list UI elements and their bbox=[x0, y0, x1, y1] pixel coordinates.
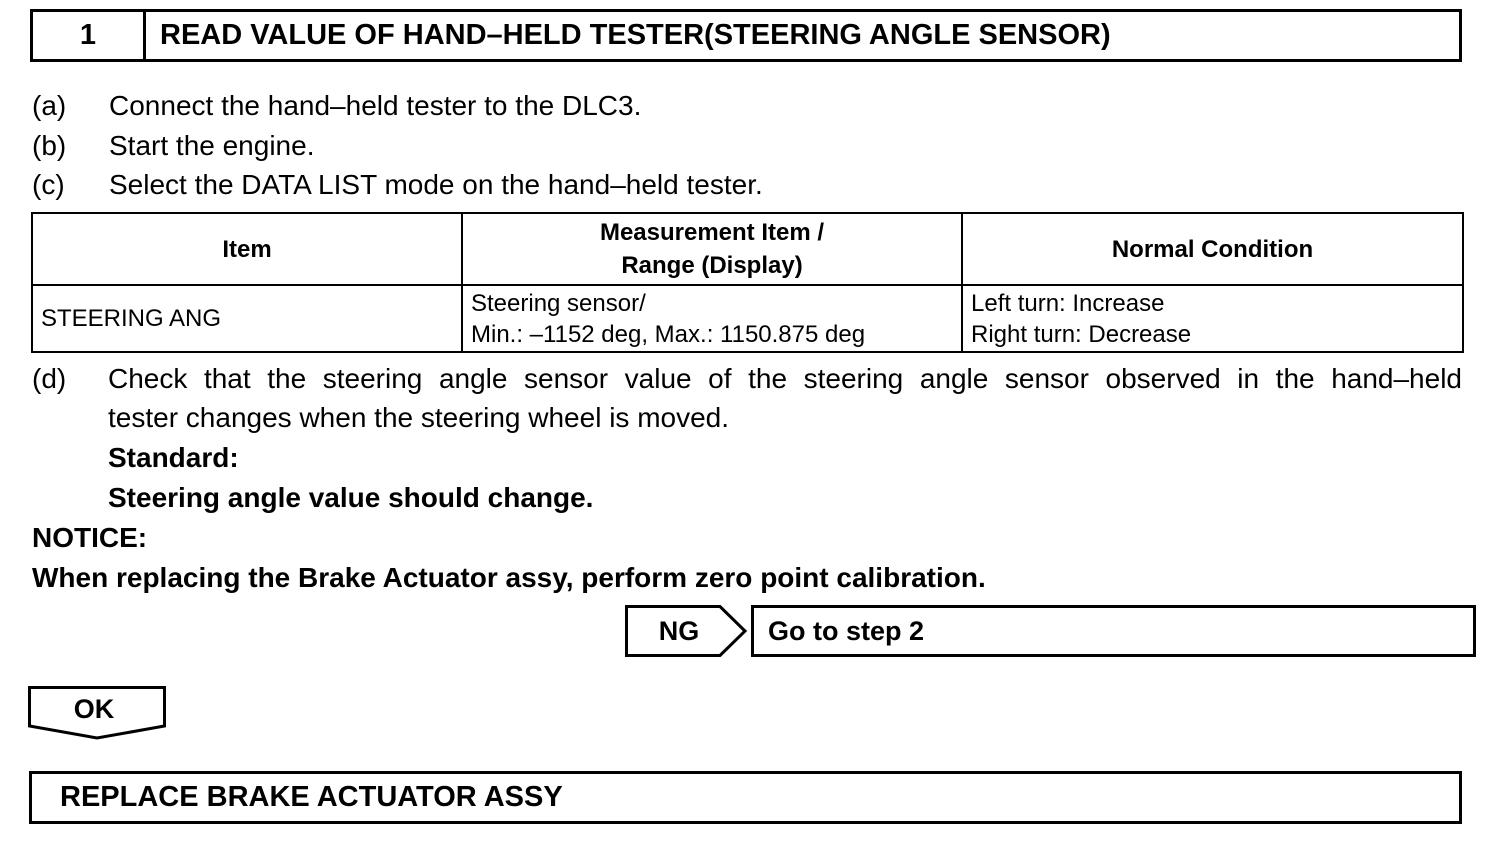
cell-normal-line1: Left turn: Increase bbox=[971, 289, 1165, 317]
standard-value: Steering angle value should change. bbox=[108, 482, 594, 513]
result-text: REPLACE BRAKE ACTUATOR ASSY bbox=[60, 781, 563, 813]
instruction-d-label: (d) bbox=[32, 363, 67, 394]
ng-arrow bbox=[625, 605, 749, 657]
cell-normal-line2: Right turn: Decrease bbox=[971, 320, 1192, 348]
ng-action-box bbox=[751, 605, 1476, 657]
instruction-text: Start the engine. bbox=[109, 130, 315, 161]
notice-text: When replacing the Brake Actuator assy, perform zero point calibration. bbox=[32, 562, 986, 593]
instruction-label: (c) bbox=[32, 169, 65, 200]
table-row bbox=[32, 285, 1463, 352]
instruction-label: (a) bbox=[32, 90, 67, 121]
instruction-c bbox=[32, 165, 763, 205]
step-title: READ VALUE OF HAND–HELD TESTER(STEERING ANGLE SENSOR) bbox=[160, 19, 1111, 51]
instruction-b bbox=[32, 126, 314, 166]
header-normal-condition: Normal Condition bbox=[962, 213, 1463, 285]
standard-label: Standard: bbox=[108, 442, 239, 473]
instruction-label: (b) bbox=[32, 130, 67, 161]
ok-arrow bbox=[28, 686, 166, 740]
step-number: 1 bbox=[33, 12, 146, 59]
cell-measurement-line1: Steering sensor/ bbox=[471, 289, 646, 317]
data-list-table bbox=[31, 212, 1464, 353]
header-item: Item bbox=[32, 213, 462, 285]
instruction-text: Select the DATA LIST mode on the hand–held tester. bbox=[109, 169, 763, 200]
result-box bbox=[29, 771, 1462, 824]
ng-action-text: Go to step 2 bbox=[768, 615, 925, 646]
step-header bbox=[30, 9, 1462, 62]
header-measurement bbox=[462, 213, 962, 285]
instruction-text: Connect the hand–held tester to the DLC3. bbox=[109, 90, 642, 121]
notice-label: NOTICE: bbox=[32, 522, 148, 553]
ng-label: NG bbox=[658, 615, 700, 646]
header-measurement-line1: Measurement Item / bbox=[599, 219, 825, 246]
instruction-d-line2: tester changes when the steering wheel is moved. bbox=[108, 402, 730, 433]
ok-label: OK bbox=[73, 693, 115, 724]
header-measurement-line2: Range (Display) bbox=[621, 252, 803, 279]
instruction-d-line1: Check that the steering angle sensor value of the steering angle sensor observed in the hand–held bbox=[108, 363, 1462, 394]
cell-normal-condition bbox=[962, 285, 1463, 352]
cell-measurement-line2: Min.: –1152 deg, Max.: 1150.875 deg bbox=[471, 320, 866, 348]
instruction-a bbox=[32, 86, 641, 126]
cell-measurement bbox=[462, 285, 962, 352]
table-header-row bbox=[32, 213, 1463, 285]
cell-item: STEERING ANG bbox=[32, 285, 462, 352]
